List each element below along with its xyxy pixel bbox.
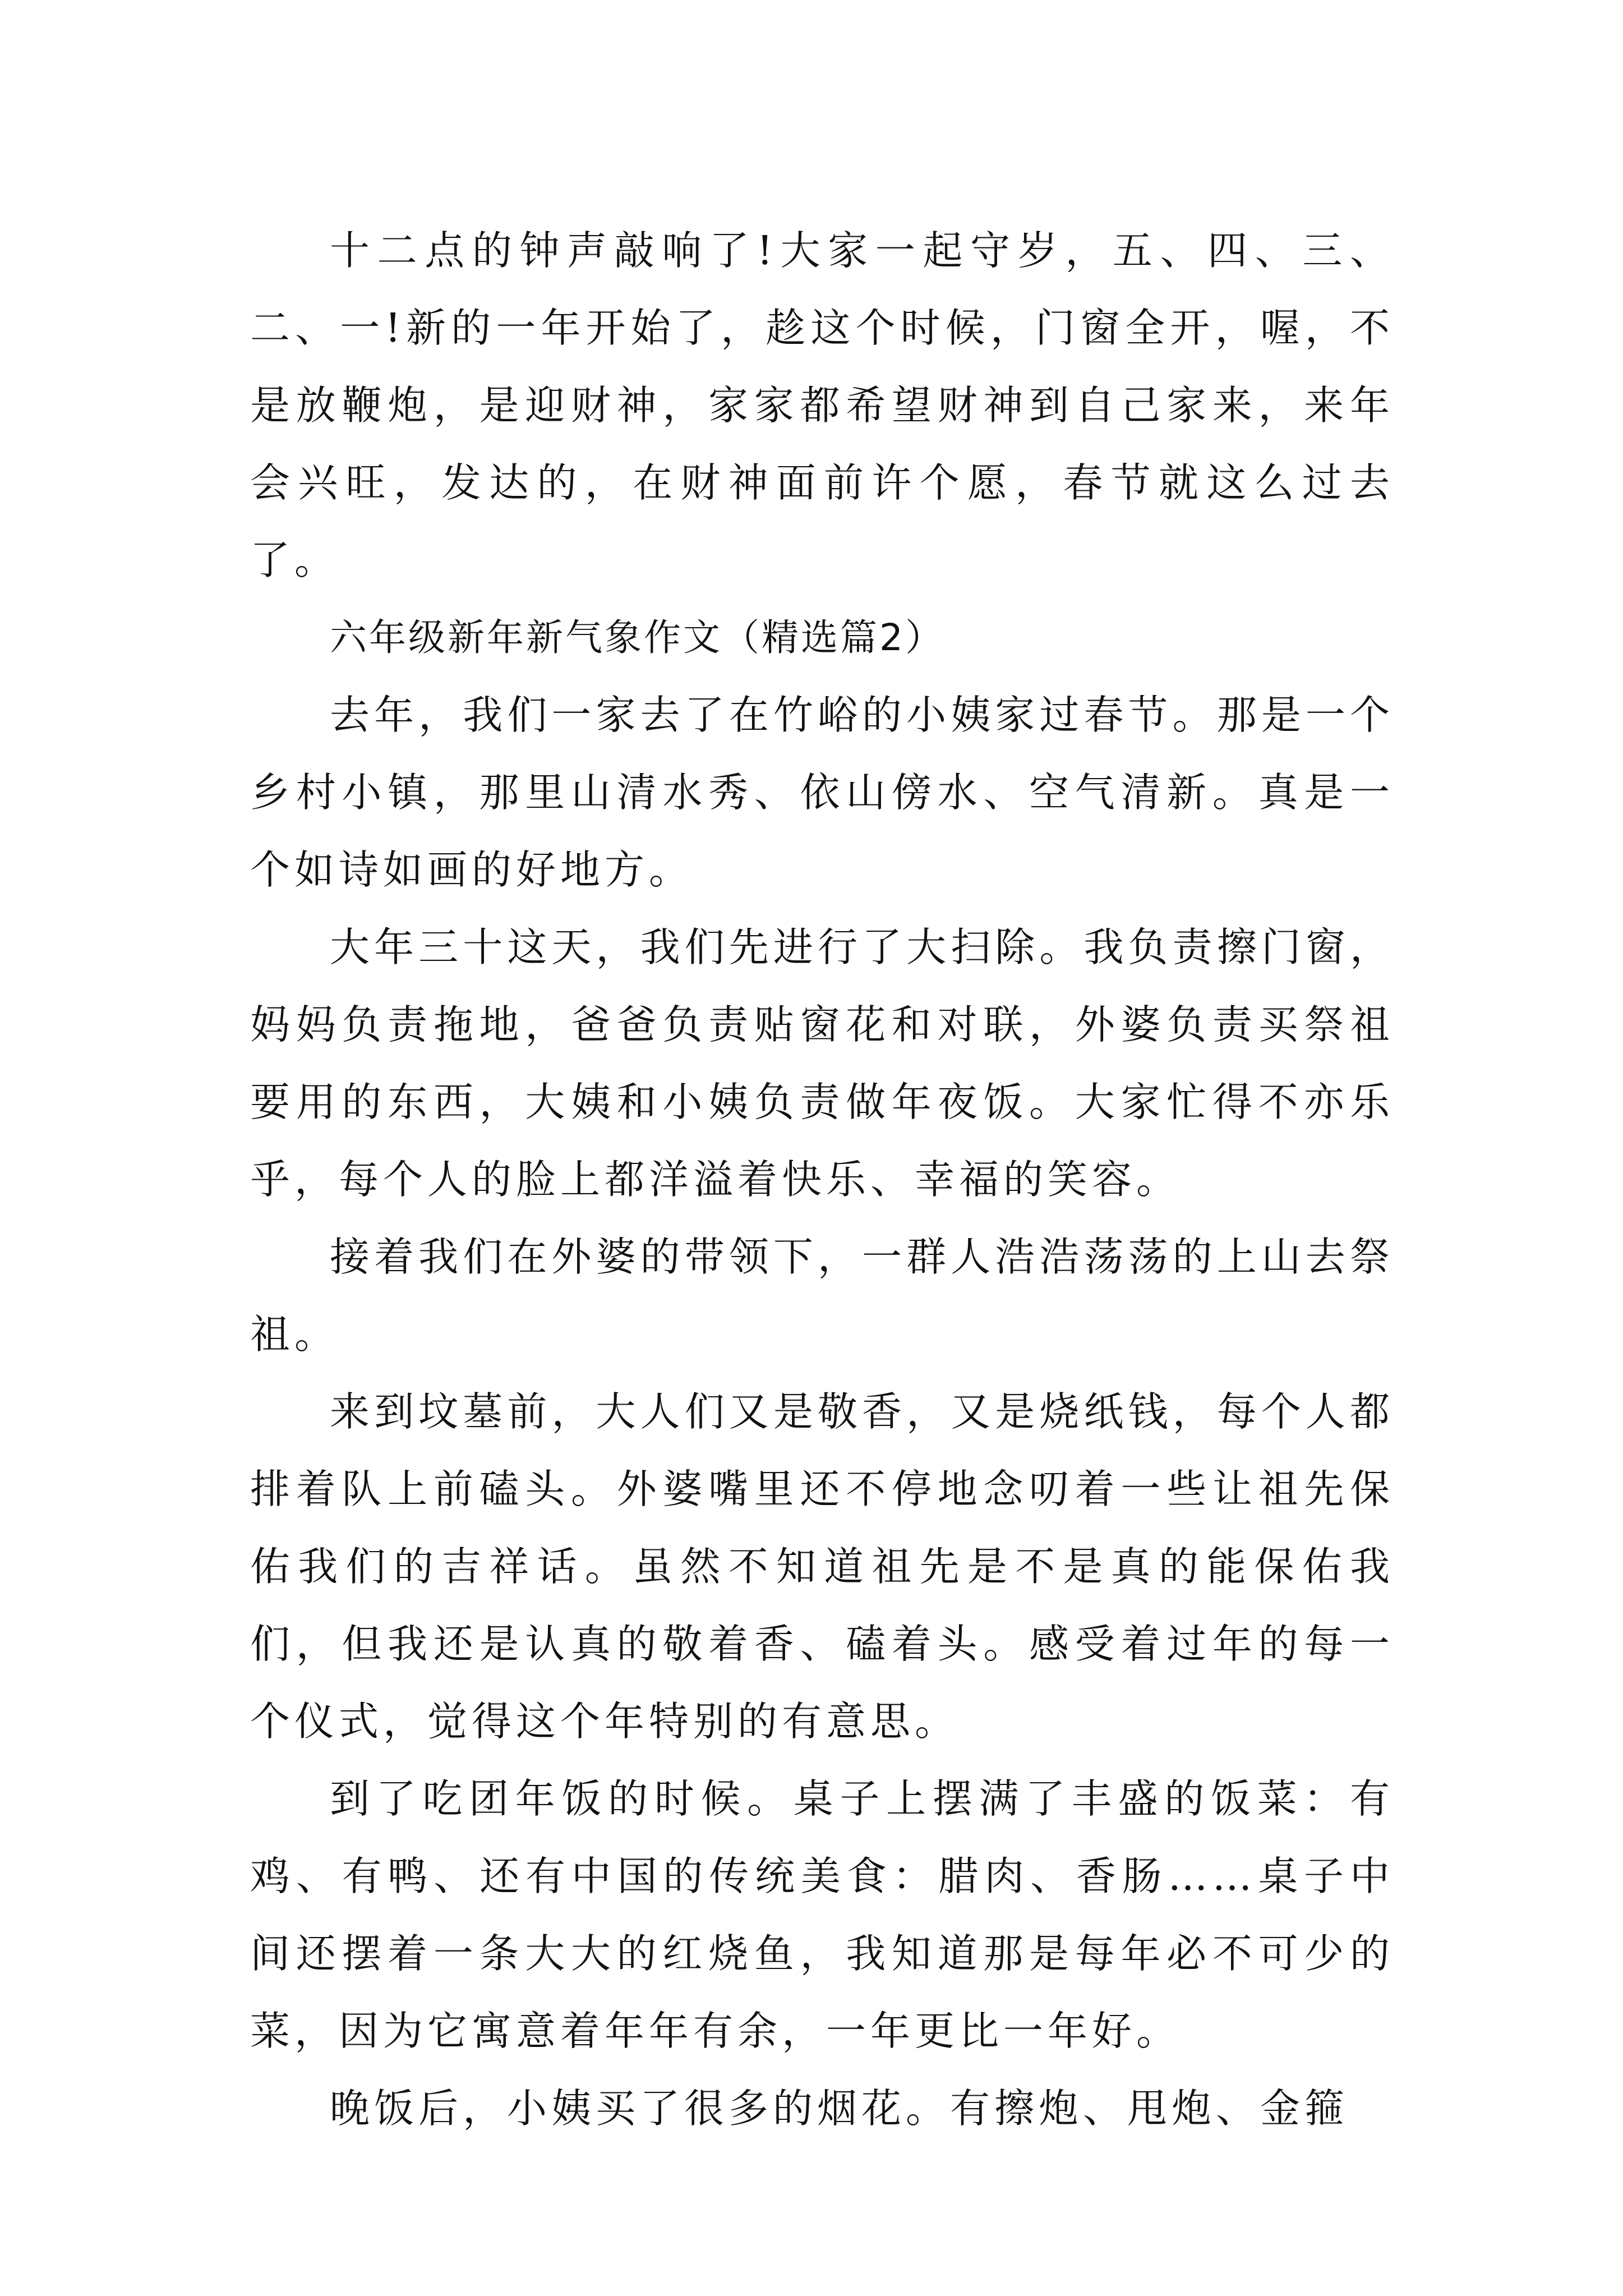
paragraph-3: 大年三十这天，我们先进行了大扫除。我负责擦门窗，妈妈负责拖地，爸爸负责贴窗花和对联，外婆负责买祭祖要用的东西，大姨和小姨负责做年夜饭。大家忙得不亦乐乎，每个人的脸上都洋溢着快乐、幸福的笑容。	[250, 924, 1394, 1203]
paragraph-7: 晚饭后，小姨买了很多的烟花。有擦炮、甩炮、金箍	[330, 2085, 1349, 2132]
section-heading: 六年级新年新气象作文（精选篇2）	[330, 616, 944, 659]
document-body	[250, 212, 1394, 2147]
paragraph-6: 到了吃团年饭的时候。桌子上摆满了丰盛的饭菜：有鸡、有鸭、还有中国的传统美食：腊肉、香肠……桌子中间还摆着一条大大的红烧鱼，我知道那是每年必不可少的菜，因为它寓意着年年有余，一年更比一年好。	[250, 1775, 1394, 2054]
paragraph-1: 十二点的钟声敲响了!大家一起守岁，五、四、三、二、一!新的一年开始了，趁这个时候，门窗全开，喔，不是放鞭炮，是迎财神，家家都希望财神到自己家来，来年会兴旺，发达的，在财神面前许个愿，春节就这么过去了。	[250, 227, 1394, 583]
paragraph-2: 去年，我们一家去了在竹峪的小姨家过春节。那是一个乡村小镇，那里山清水秀、依山傍水、空气清新。真是一个如诗如画的好地方。	[250, 692, 1394, 893]
paragraph-5: 来到坟墓前，大人们又是敬香，又是烧纸钱，每个人都排着队上前磕头。外婆嘴里还不停地念叨着一些让祖先保佑我们的吉祥话。虽然不知道祖先是不是真的能保佑我们，但我还是认真的敬着香、磕着头。感受着过年的每一个仪式，觉得这个年特别的有意思。	[250, 1388, 1394, 1745]
paragraph-4: 接着我们在外婆的带领下，一群人浩浩荡荡的上山去祭祖。	[250, 1234, 1394, 1358]
